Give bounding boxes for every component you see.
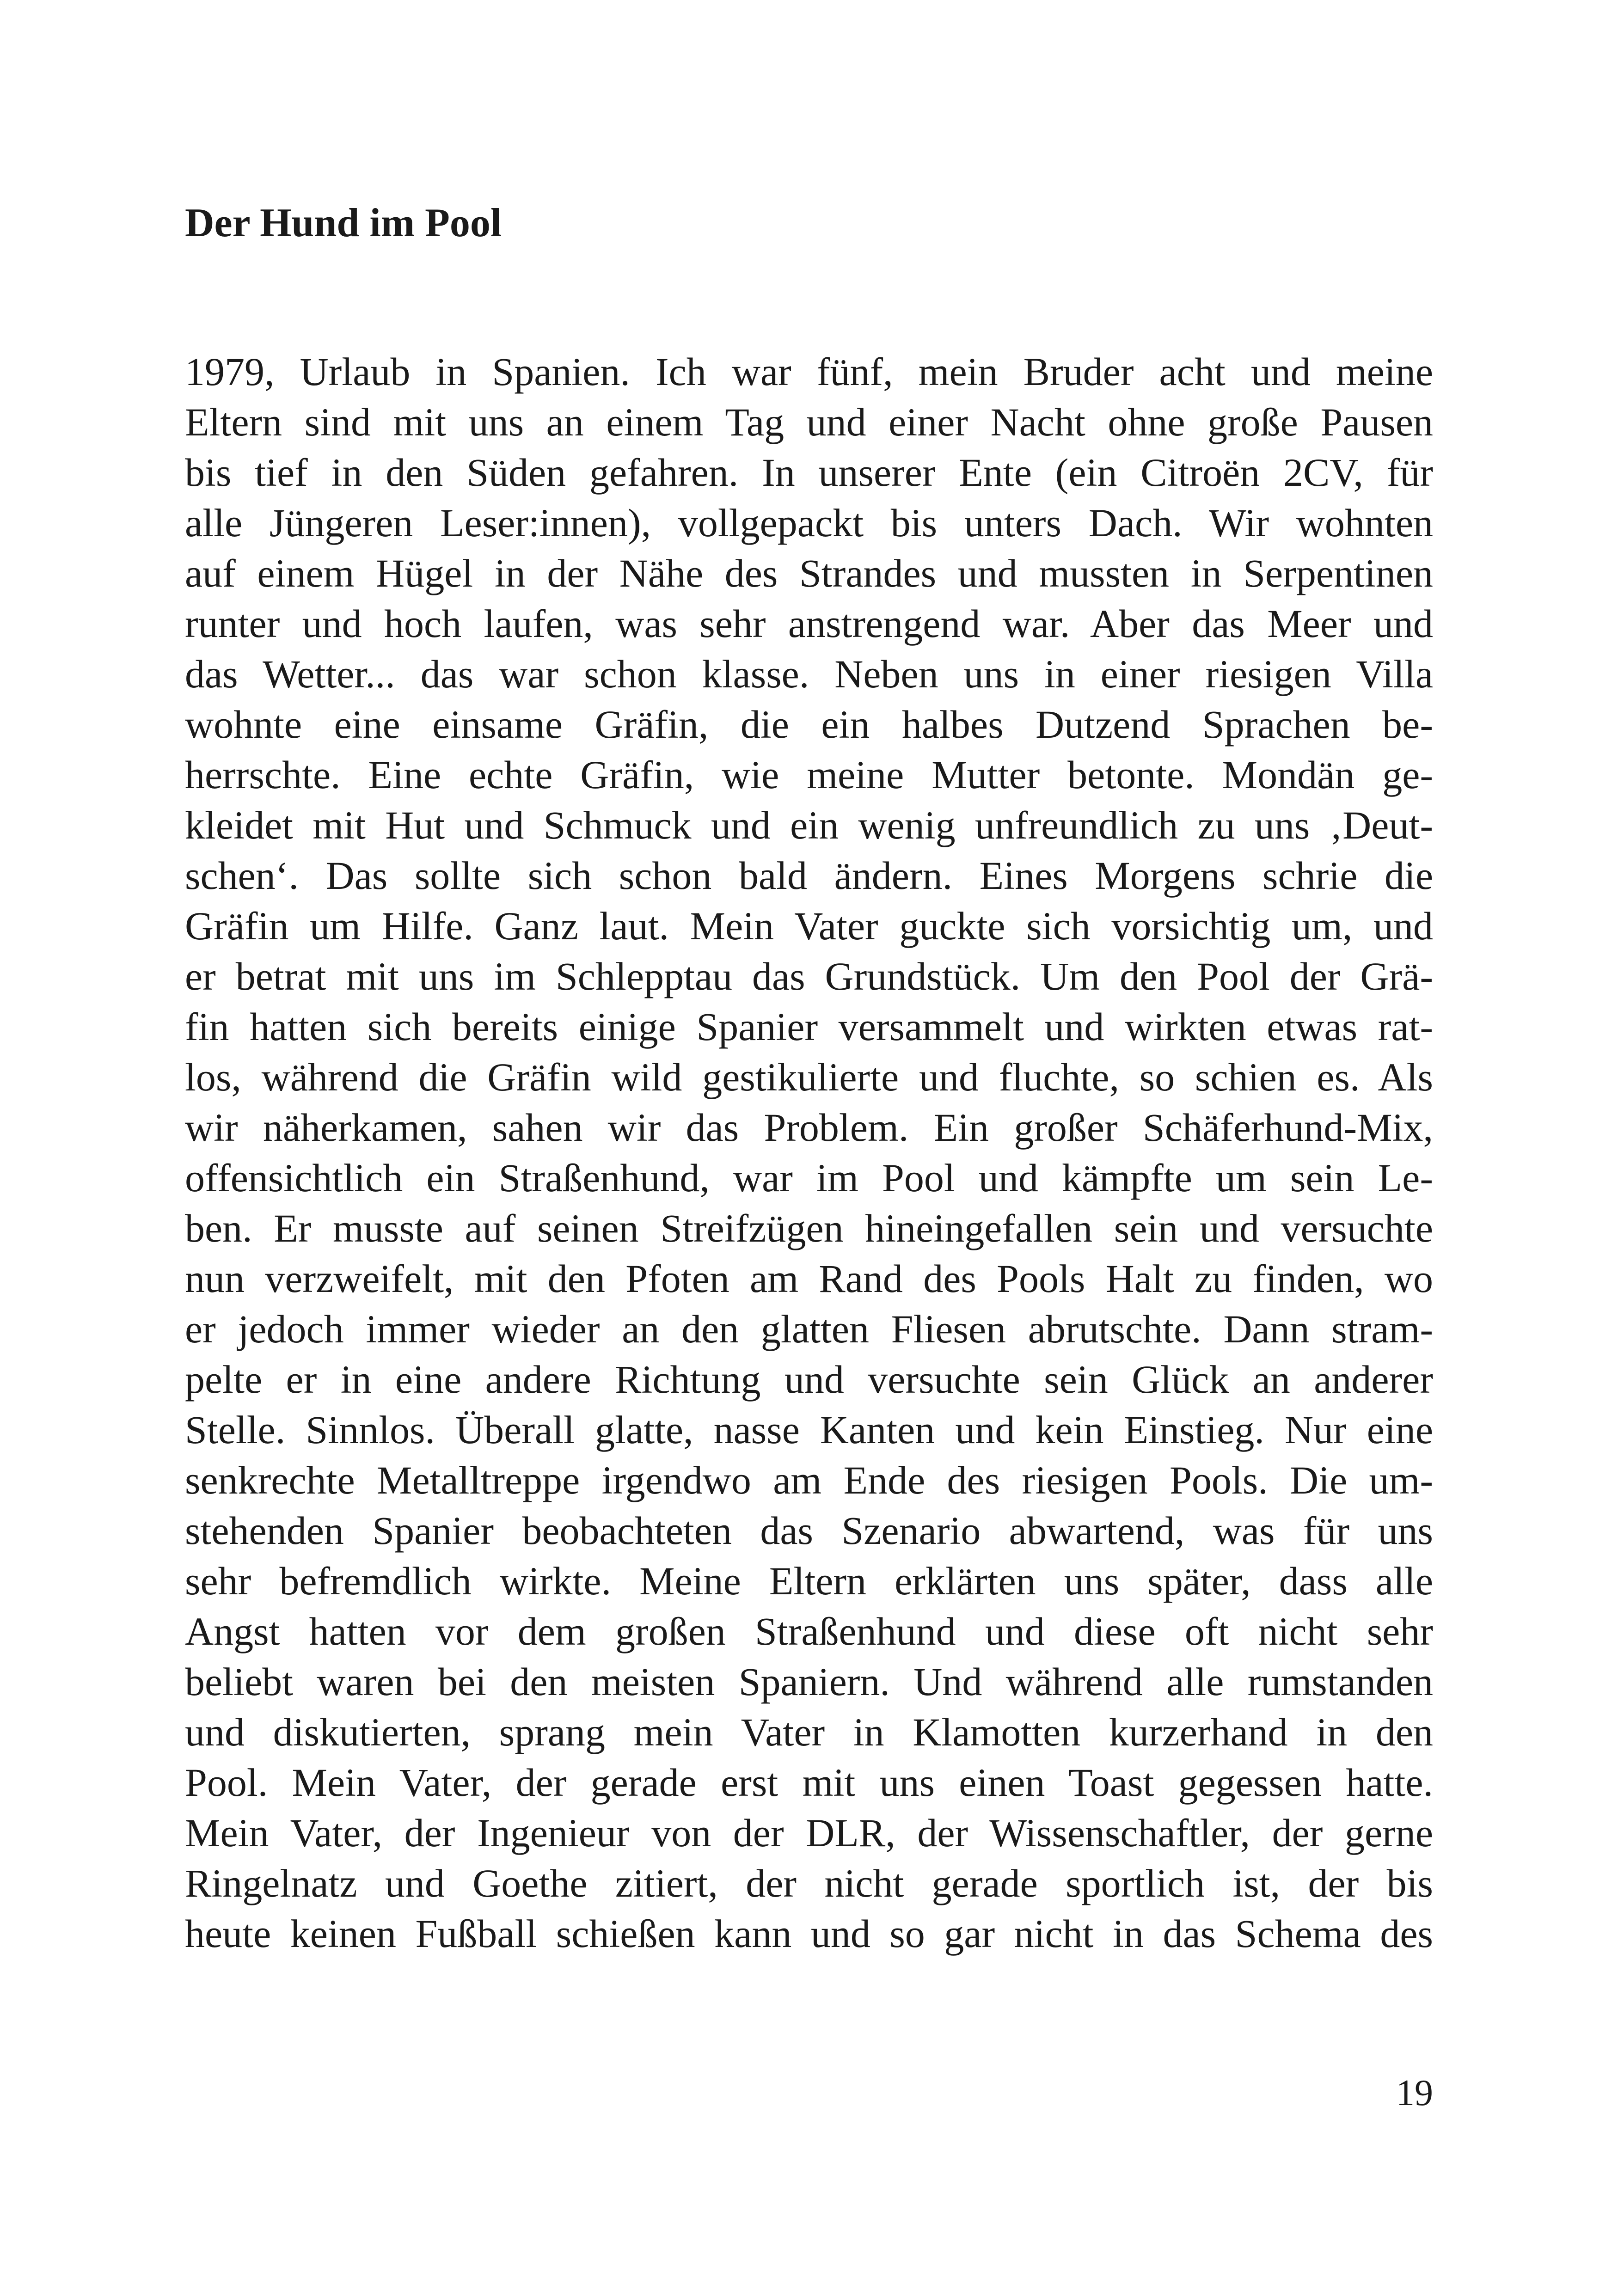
text-line: ben. Er musste auf seinen Streifzügen hineingefallen sein und versuchte bbox=[185, 1206, 1433, 1250]
text-line: Pool. Mein Vater, der gerade erst mit uns einen Toast gegessen hatte. bbox=[185, 1760, 1433, 1805]
text-line: Eltern sind mit uns an einem Tag und einer Nacht ohne große Pausen bbox=[185, 400, 1433, 444]
text-line: los, während die Gräfin wild gestikulierte und fluchte, so schien es. Als bbox=[185, 1055, 1433, 1099]
text-line: offensichtlich ein Straßenhund, war im Pool und kämpfte um sein Le- bbox=[185, 1156, 1433, 1200]
text-line: pelte er in eine andere Richtung und versuchte sein Glück an anderer bbox=[185, 1357, 1433, 1402]
text-line: er betrat mit uns im Schlepptau das Grundstück. Um den Pool der Grä- bbox=[185, 954, 1433, 998]
text-line: Angst hatten vor dem großen Straßenhund und diese oft nicht sehr bbox=[185, 1609, 1433, 1653]
text-line: Stelle. Sinnlos. Überall glatte, nasse Kanten und kein Einstieg. Nur eine bbox=[185, 1408, 1433, 1452]
text-line: senkrechte Metalltreppe irgendwo am Ende des riesigen Pools. Die um- bbox=[185, 1458, 1433, 1502]
chapter-title: Der Hund im Pool bbox=[185, 201, 502, 245]
text-line: runter und hoch laufen, was sehr anstrengend war. Aber das Meer und bbox=[185, 601, 1433, 646]
text-line: kleidet mit Hut und Schmuck und ein wenig unfreundlich zu uns ‚Deut- bbox=[185, 803, 1433, 847]
text-line: auf einem Hügel in der Nähe des Strandes und mussten in Serpentinen bbox=[185, 551, 1433, 595]
text-line: Gräfin um Hilfe. Ganz laut. Mein Vater guckte sich vorsichtig um, und bbox=[185, 904, 1433, 948]
text-line: Mein Vater, der Ingenieur von der DLR, der Wissenschaftler, der gerne bbox=[185, 1811, 1433, 1855]
text-line: Ringelnatz und Goethe zitiert, der nicht gerade sportlich ist, der bis bbox=[185, 1861, 1433, 1905]
body-paragraph bbox=[185, 347, 1433, 1959]
text-line: beliebt waren bei den meisten Spaniern. Und während alle rumstanden bbox=[185, 1659, 1433, 1704]
text-line: heute keinen Fußball schießen kann und so gar nicht in das Schema des bbox=[185, 1911, 1433, 1956]
text-line: das Wetter... das war schon klasse. Neben uns in einer riesigen Villa bbox=[185, 652, 1433, 696]
text-line: stehenden Spanier beobachteten das Szenario abwartend, was für uns bbox=[185, 1508, 1433, 1553]
text-line: und diskutierten, sprang mein Vater in Klamotten kurzerhand in den bbox=[185, 1710, 1433, 1754]
text-line: sehr befremdlich wirkte. Meine Eltern erklärten uns später, dass alle bbox=[185, 1559, 1433, 1603]
text-line: wohnte eine einsame Gräfin, die ein halbes Dutzend Sprachen be- bbox=[185, 702, 1433, 747]
text-line: bis tief in den Süden gefahren. In unserer Ente (ein Citroën 2CV, für bbox=[185, 450, 1433, 495]
text-line: herrschte. Eine echte Gräfin, wie meine Mutter betonte. Mondän ge- bbox=[185, 753, 1433, 797]
text-line: 1979, Urlaub in Spanien. Ich war fünf, mein Bruder acht und meine bbox=[185, 349, 1433, 394]
text-line: wir näherkamen, sahen wir das Problem. Ein großer Schäferhund-Mix, bbox=[185, 1105, 1433, 1150]
text-line: alle Jüngeren Leser:innen), vollgepackt bis unters Dach. Wir wohnten bbox=[185, 501, 1433, 545]
text-line: fin hatten sich bereits einige Spanier versammelt und wirkten etwas rat- bbox=[185, 1004, 1433, 1049]
text-line: nun verzweifelt, mit den Pfoten am Rand des Pools Halt zu finden, wo bbox=[185, 1256, 1433, 1301]
page-number: 19 bbox=[1396, 2073, 1433, 2113]
text-line: schen‘. Das sollte sich schon bald ändern. Eines Morgens schrie die bbox=[185, 853, 1433, 898]
text-line: er jedoch immer wieder an den glatten Fliesen abrutschte. Dann stram- bbox=[185, 1307, 1433, 1351]
